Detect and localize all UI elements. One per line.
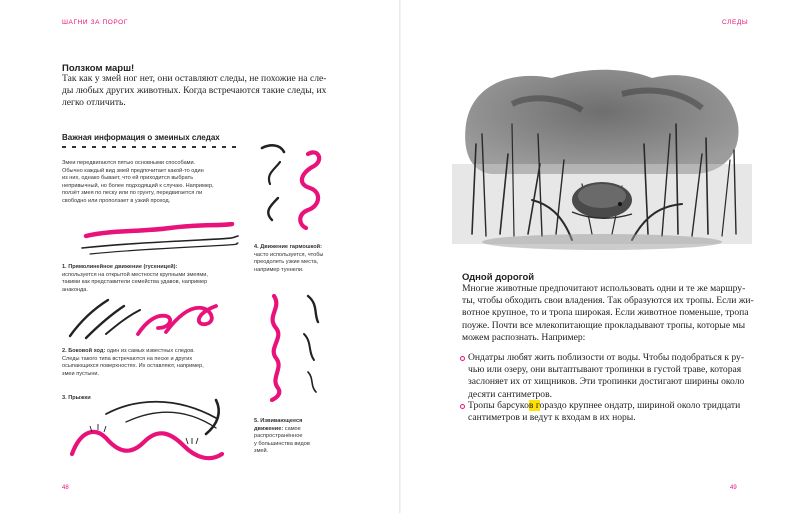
method2-heading: 2. Боковой ход: — [62, 348, 106, 354]
method1-line: анаконда. — [62, 286, 88, 293]
hedgehog-grass-illustration — [452, 64, 752, 254]
page-number-right: 49 — [730, 485, 737, 491]
info-line: Змеи передвигаются пятью основными способами. — [62, 160, 196, 166]
trails-line: вотное крупное, то и тропа широкая. Если животное поменьше, тропа — [462, 307, 749, 319]
method5-line: самое — [283, 425, 301, 432]
running-head-right: СЛЕДЫ — [722, 19, 749, 26]
muskrat-line: чью или озеру, они вытаптывают тропинки в густой траве, которая — [468, 364, 742, 376]
method2-line: змеи пустыни. — [62, 370, 100, 377]
section-title-crawl: Ползком марш! — [62, 63, 135, 74]
method2-line: один из самых известных следов. — [105, 348, 195, 354]
muskrat-bullet — [468, 352, 794, 401]
page-number-left: 48 — [62, 485, 69, 491]
trails-paragraph — [462, 283, 792, 344]
concertina-track-illustration — [258, 140, 328, 230]
sidewinding-track-illustration — [66, 292, 226, 342]
trails-line: поуже. Почти все млекопитающие прокладывают тропы, которые мы — [462, 319, 746, 331]
intro-line: ды любых других животных. Когда встречаются такие следы, их — [62, 85, 327, 97]
intro-paragraph — [62, 73, 382, 110]
bullet-marker — [460, 404, 465, 409]
method2-line: Следы такого типа встречаются на песке и других — [62, 355, 193, 362]
intro-line: легко отличить. — [62, 97, 126, 109]
method1-heading: 1. Прямолинейное движение (гусеницей): — [62, 264, 178, 270]
serpentine-track-illustration — [256, 292, 336, 402]
method4-heading: 4. Движение гармошкой: — [254, 244, 322, 250]
method5-caption — [254, 418, 344, 456]
jumping-track-illustration — [66, 392, 241, 472]
trails-line: можем распознать. Например: — [462, 331, 586, 343]
info-title: Важная информация о змеиных следах — [62, 133, 220, 142]
section-title-one-path: Одной дорогой — [462, 272, 535, 283]
method5-line: распространённое — [254, 433, 303, 440]
badger-text: оразд — [539, 400, 562, 411]
info-line: свободно или проползает в узкий проход. — [62, 197, 171, 204]
muskrat-line: заслоняет их от хищников. Эти тропинки достигают ширины около — [468, 376, 745, 388]
method5-line: змей. — [254, 448, 269, 455]
method1-line: используется на открытой местности крупными змеями, — [62, 271, 208, 278]
info-line: ползёт змея по песку или по грунту, передвигается ли — [62, 190, 203, 197]
info-paragraph — [62, 160, 242, 206]
method4-line: часто используется, чтобы — [254, 251, 324, 258]
method2-caption — [62, 348, 252, 378]
badger-line: сантиметров и ведут к входам в их норы. — [468, 412, 636, 424]
method4-line: например туннели. — [254, 266, 304, 273]
muskrat-line: десяти сантиметров. — [468, 388, 553, 400]
badger-text: Тропы барсуко — [468, 400, 529, 411]
method3-heading-text: 3. Прыжки — [62, 395, 91, 401]
method5-heading: 5. Извивающееся — [254, 418, 303, 424]
badger-bullet — [468, 400, 794, 424]
method4-caption — [254, 244, 364, 274]
intro-line: Так как у змей ног нет, они оставляют следы, не похожие на сле- — [62, 73, 327, 84]
method4-line: преодолеть узкие места, — [254, 259, 319, 266]
bullet-marker — [460, 356, 465, 361]
running-head-left: ШАГНИ ЗА ПОРОГ — [62, 19, 128, 26]
info-line: непривычный, но более подходящий к случаю. Например, — [62, 182, 214, 189]
method5-line: у большинства видов — [254, 440, 310, 447]
rectilinear-track-illustration — [80, 222, 240, 258]
info-line: из них, однако бывает, что ей приходится выбрать — [62, 175, 194, 182]
text-highlight: в г — [528, 400, 540, 411]
muskrat-line: Ондатры любят жить поблизости от воды. Чтобы подобраться к ру- — [468, 352, 745, 363]
trails-line: Многие животные предпочитают использовать одни и те же маршру- — [462, 283, 746, 294]
method1-caption — [62, 264, 252, 294]
trails-line: ты, чтобы обходить свои владения. Так образуются их тропы. Если жи- — [462, 295, 754, 307]
info-line: Обычно каждый вид змей предпочитает какой-то один — [62, 167, 204, 174]
method5-heading-cont: движение: — [254, 425, 284, 432]
right-page — [400, 0, 800, 513]
dashed-divider — [62, 146, 237, 148]
method2-line: осыпающихся поверхностях. Их оставляют, например, — [62, 363, 204, 370]
badger-text: о крупнее ондатр, шириной около тридцати — [561, 400, 741, 411]
method1-line: такими как представители семейства удавов, например — [62, 279, 208, 286]
